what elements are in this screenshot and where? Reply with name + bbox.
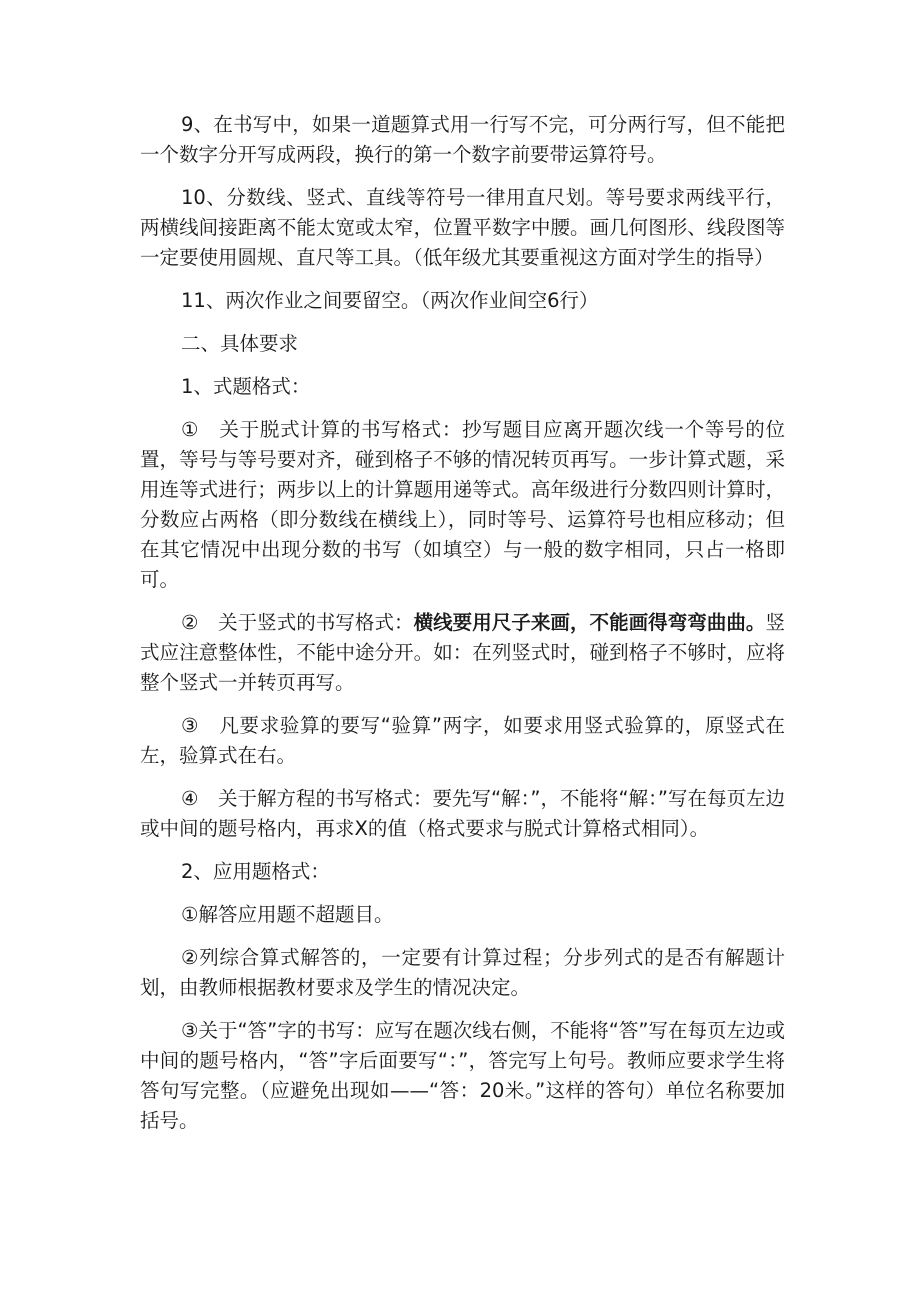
- paragraph-word-problem-2: ②列综合算式解答的，一定要有计算过程；分步列式的是否有解题计划，由教师根据教材要求及学生的情况决定。: [140, 946, 785, 999]
- vertical-format-lead: ② 关于竖式的书写格式：: [181, 611, 414, 634]
- paragraph-rule-9: 9、在书写中，如果一道题算式用一行写不完，可分两行写，但不能把一个数字分开写成两段，换行的第一个数字前要带运算符号。: [140, 113, 785, 166]
- vertical-format-emphasis: 横线要用尺子来画，不能画得弯弯曲曲。: [413, 611, 766, 634]
- vertical-format-rest: 竖式应注意整体性，不能中途分开。如：在列竖式时，碰到格子不够时，应将整个竖式一并转页再写。: [140, 611, 785, 694]
- subheading-formula-format: 1、式题格式：: [181, 375, 311, 398]
- document-page: [140, 110, 785, 1149]
- paragraph-verification: ③ 凡要求验算的要写“验算”两字，如要求用竖式验算的，原竖式在左，验算式在右。: [140, 714, 785, 767]
- paragraph-stepwise-calculation: ① 关于脱式计算的书写格式：抄写题目应离开题次线一个等号的位置，等号与等号要对齐，碰到格子不够的情况转页再写。一步计算式题，采用连等式进行；两步以上的计算题用递等式。高年级进行分数四则计算时，分数应占两格（即分数线在横线上），同时等号、运算符号也相应移动；但在其它情况中出现分数的书写（如填空）与一般的数字相同，只占一格即可。: [140, 418, 785, 591]
- paragraph-equation-format: ④ 关于解方程的书写格式：要先写“解：”，不能将“解：”写在每页左边或中间的题号格内，再求X的值（格式要求与脱式计算格式相同）。: [140, 787, 785, 840]
- paragraph-rule-11: 11、两次作业之间要留空。（两次作业间空6行）: [181, 289, 599, 312]
- paragraph-vertical-format: [140, 608, 785, 698]
- paragraph-word-problem-1: ①解答应用题不超题目。: [181, 903, 394, 926]
- section-heading-specific-requirements: 二、具体要求: [181, 332, 299, 355]
- paragraph-word-problem-3: ③关于“答”字的书写：应写在题次线右侧，不能将“答”写在每页左边或中间的题号格内，“答”字后面要写“：”，答完写上句号。教师应要求学生将答句写完整。（应避免出现如——“答：20米。”这样的答句）单位名称要加括号。: [140, 1019, 785, 1132]
- paragraph-rule-10: 10、分数线、竖式、直线等符号一律用直尺划。等号要求两线平行，两横线间接距离不能太宽或太窄，位置平数字中腰。画几何图形、线段图等一定要使用圆规、直尺等工具。（低年级尤其要重视这方面对学生的指导）: [140, 186, 785, 269]
- subheading-word-problem-format: 2、应用题格式：: [181, 860, 330, 883]
